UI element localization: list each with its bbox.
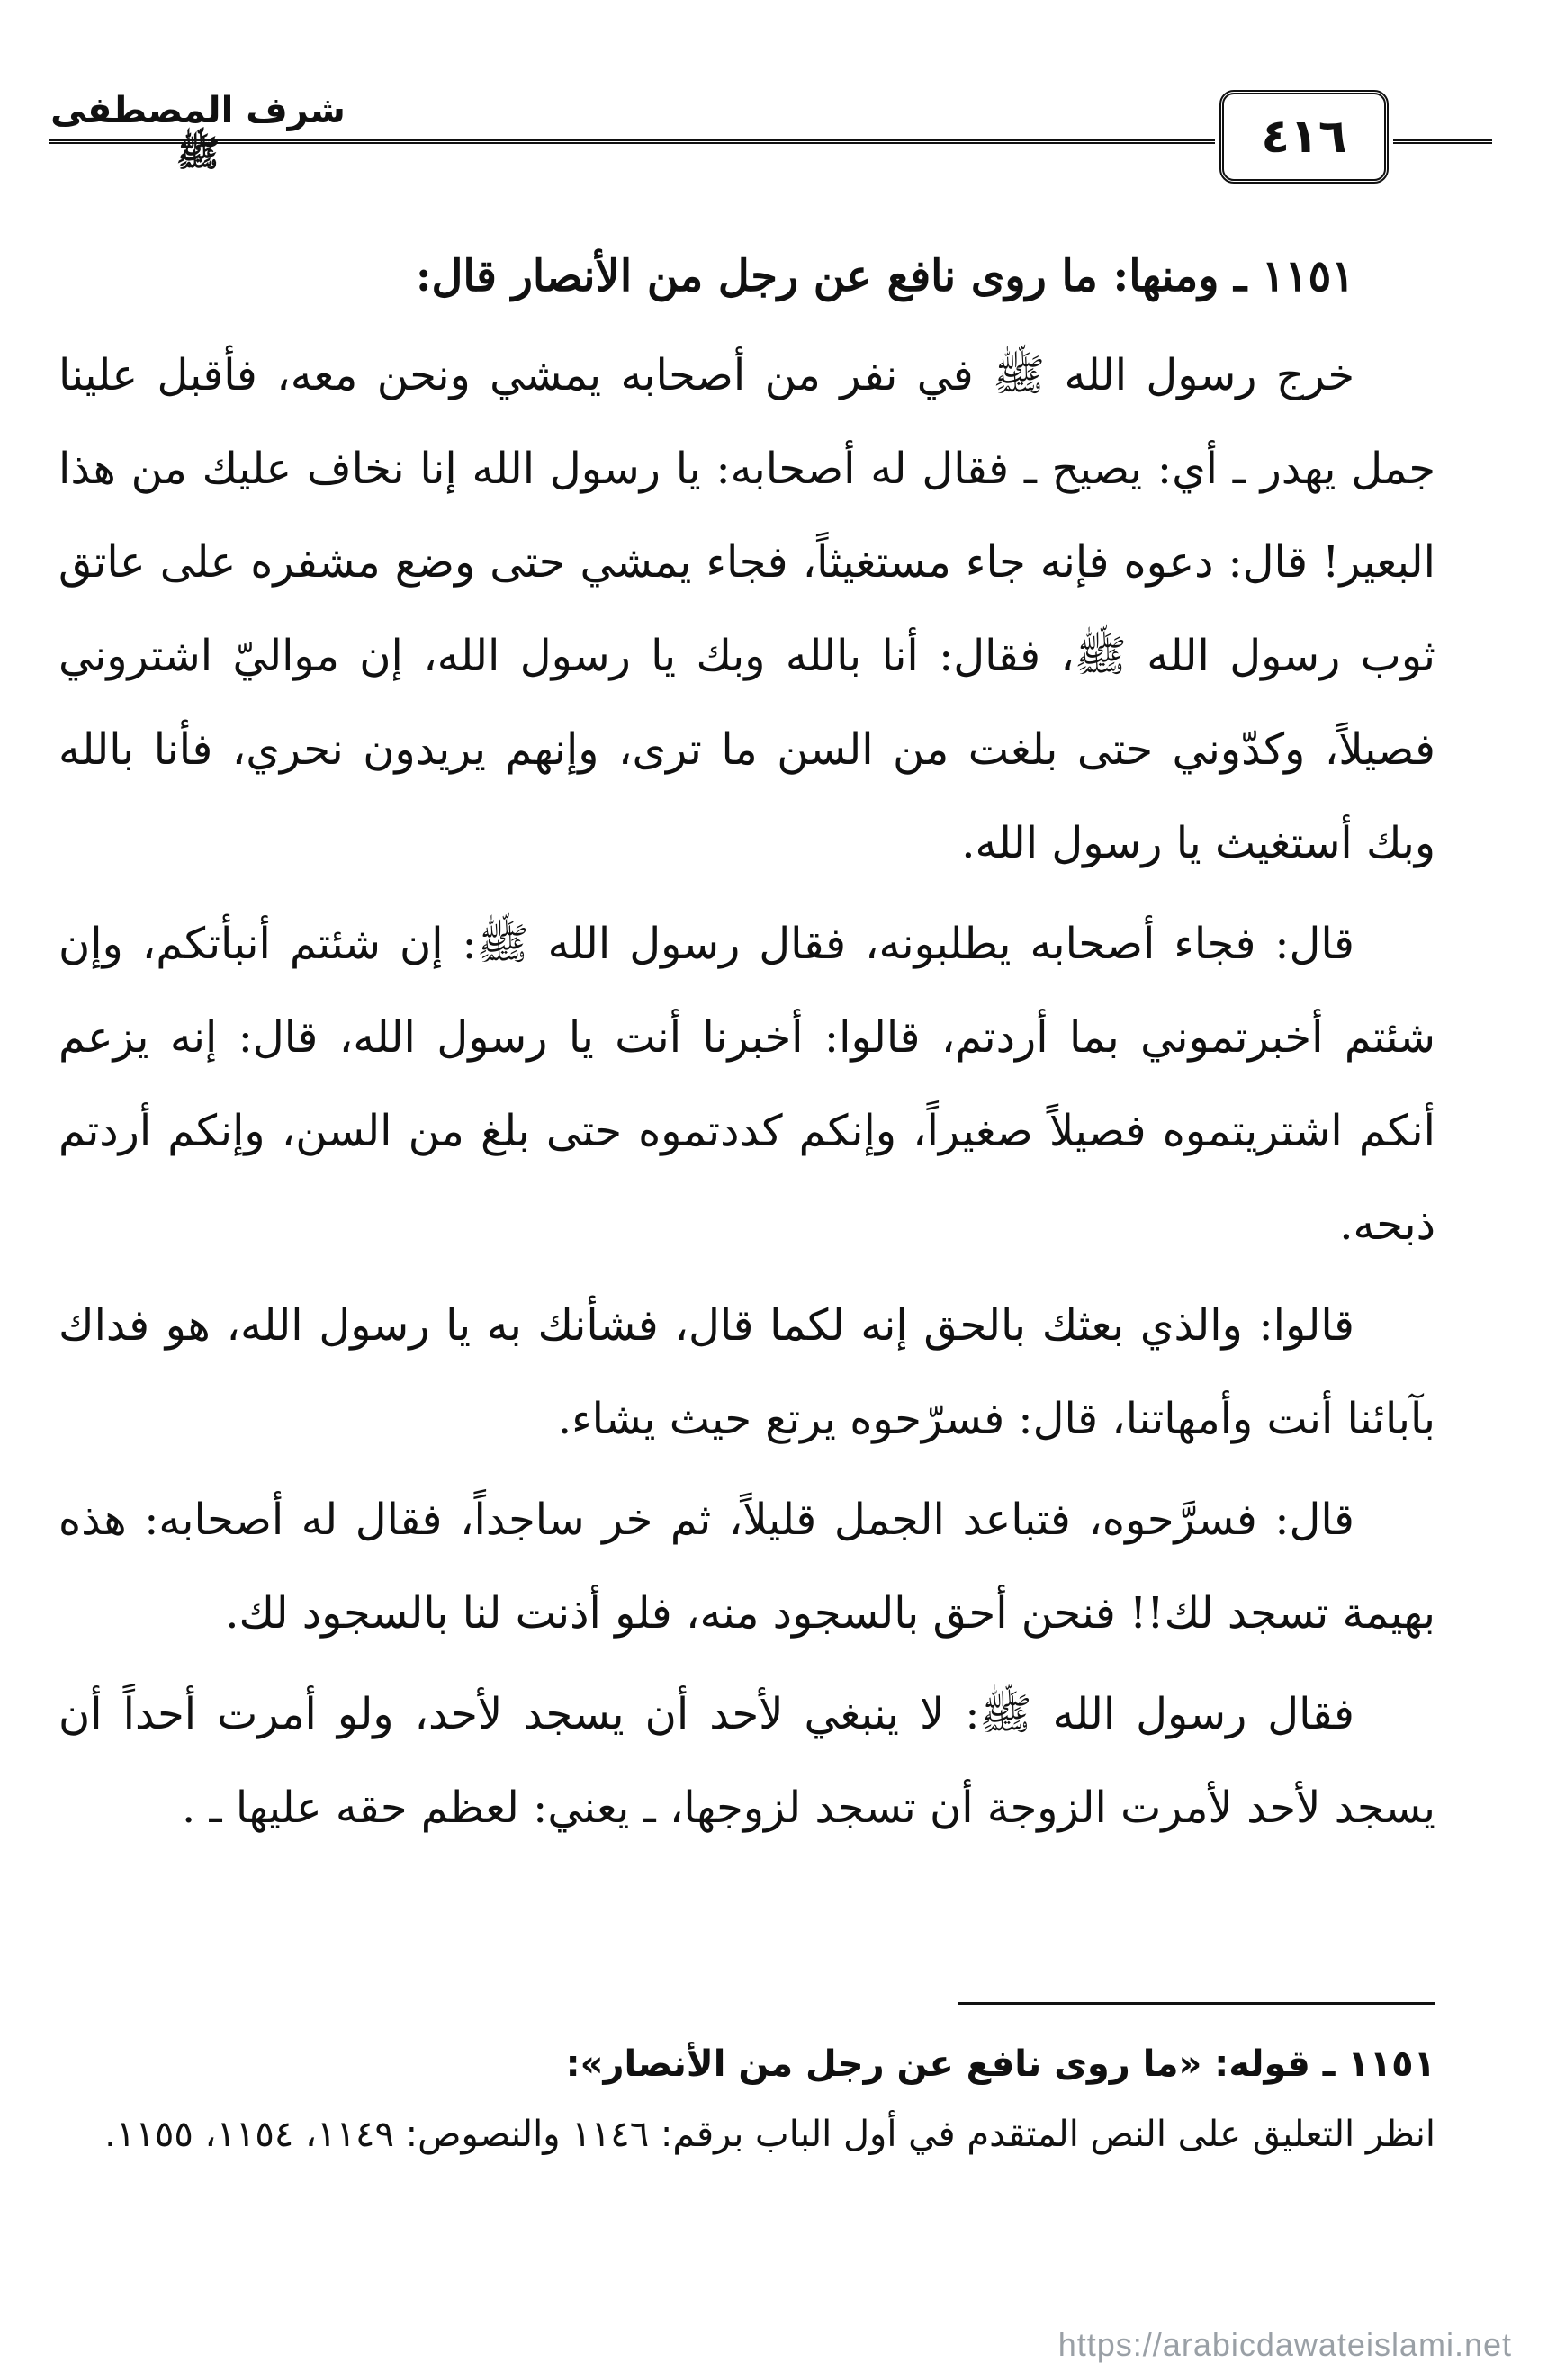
- paragraph-2: قال: فجاء أصحابه يطلبونه، فقال رسول الله ﷺ: إن شئتم أنبأتكم، وإن شئتم أخبرتموني بما أردتم، قالوا: أخبرنا أنت يا رسول الله، قال: إنه يزعم أنكم اشتريتموه فصيلاً صغيراً، وإنكم كددتموه حتى بلغ من السن، وإنكم أردتم ذبحه.: [58, 919, 1436, 1250]
- running-header-title: شرف المصطفى ﷺ: [50, 90, 346, 175]
- footnote-separator: [958, 2002, 1436, 2005]
- footnote-text: انظر التعليق على النص المتقدم في أول الباب برقم: ١١٤٦ والنصوص: ١١٤٩، ١١٥٤، ١١٥٥.: [104, 2114, 1436, 2155]
- hadith-heading: ١١٥١ ـ ومنها: ما روى نافع عن رجل من الأنصار قال:: [415, 251, 1354, 301]
- paragraph-3: قالوا: والذي بعثك بالحق إنه لكما قال، فشأنك به يا رسول الله، هو فداك بآبائنا أنت وأمهاتنا، قال: فسرّحوه يرتع حيث يشاء.: [58, 1300, 1436, 1444]
- page-number: ٤١٦: [1261, 110, 1347, 164]
- page-number-frame: [1220, 90, 1389, 184]
- footnote-heading: ١١٥١ ـ قوله: «ما روى نافع عن رجل من الأنصار»:: [565, 2043, 1436, 2085]
- header-rule-right: [1393, 139, 1492, 144]
- watermark-url: https://arabicdawateislami.net: [1058, 2326, 1512, 2363]
- header-rule: [50, 139, 1215, 144]
- footnotes: [58, 2029, 1436, 2169]
- paragraph-1: خرج رسول الله ﷺ في نفر من أصحابه يمشي ونحن معه، فأقبل علينا جمل يهدر ـ أي: يصيح ـ فقال له أصحابه: يا رسول الله إنا نخاف عليك من هذا البعير! قال: دعوه فإنه جاء مستغيثاً، فجاء يمشي حتى وضع مشفره على عاتق ثوب رسول الله ﷺ، فقال: أنا بالله وبك يا رسول الله، إن مواليّ اشتروني فصيلاً، وكدّوني حتى بلغت من السن ما ترى، وإنهم يريدون نحري، فأنا بالله وبك أستغيث يا رسول الله.: [58, 350, 1436, 868]
- paragraph-4: قال: فسرَّحوه، فتباعد الجمل قليلاً، ثم خر ساجداً، فقال له أصحابه: هذه بهيمة تسجد لك!! فنحن أحق بالسجود منه، فلو أذنت لنا بالسجود لك.: [58, 1495, 1436, 1639]
- main-text: [58, 229, 1436, 1855]
- paragraph-5: فقال رسول الله ﷺ: لا ينبغي لأحد أن يسجد لأحد، ولو أمرت أحداً أن يسجد لأحد لأمرت الزوجة أن تسجد لزوجها، ـ يعني: لعظم حقه عليها ـ .: [58, 1689, 1436, 1833]
